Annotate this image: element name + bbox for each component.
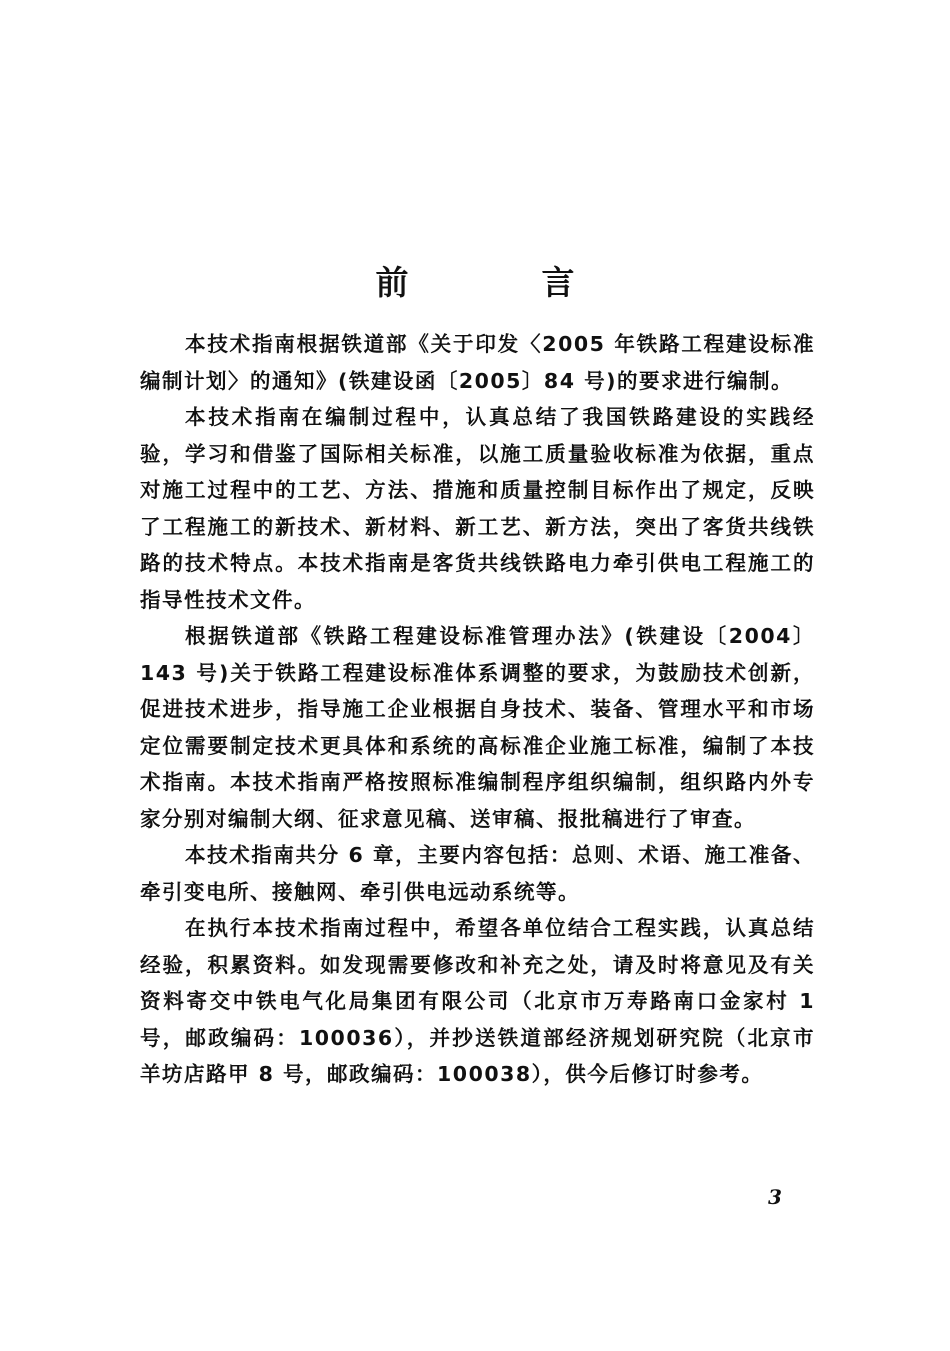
paragraph-3: 根据铁道部《铁路工程建设标准管理办法》(铁建设〔2004〕143 号)关于铁路工程建设标准体系调整的要求，为鼓励技术创新，促进技术进步，指导施工企业根据自身技术、装备、管理水平和市场定位需要制定技术更具体和系统的高标准企业施工标准，编制了本技术指南。本技术指南严格按照标准编制程序组织编制，组织路内外专家分别对编制大纲、征求意见稿、送审稿、报批稿进行了审查。 [140, 624, 815, 831]
paragraph-5: 在执行本技术指南过程中，希望各单位结合工程实践，认真总结经验，积累资料。如发现需要修改和补充之处，请及时将意见及有关资料寄交中铁电气化局集团有限公司（北京市万寿路南口金家村 1 号，邮政编码：100036），并抄送铁道部经济规划研究院（北京市羊坊店路甲 8 号，邮政编码：100038），供今后修订时参考。 [140, 916, 815, 1086]
page-title: 前 言 [375, 263, 625, 302]
preface-body [140, 326, 815, 1093]
page-number: 3 [768, 1185, 782, 1209]
paragraph-2: 本技术指南在编制过程中，认真总结了我国铁路建设的实践经验，学习和借鉴了国际相关标准，以施工质量验收标准为依据，重点对施工过程中的工艺、方法、措施和质量控制目标作出了规定，反映了工程施工的新技术、新材料、新工艺、新方法，突出了客货共线铁路的技术特点。本技术指南是客货共线铁路电力牵引供电工程施工的指导性技术文件。 [140, 405, 815, 612]
paragraph-1: 本技术指南根据铁道部《关于印发〈2005 年铁路工程建设标准编制计划〉的通知》(铁建设函〔2005〕84 号)的要求进行编制。 [140, 332, 815, 393]
paragraph-4: 本技术指南共分 6 章，主要内容包括：总则、术语、施工准备、牵引变电所、接触网、牵引供电远动系统等。 [140, 843, 815, 904]
